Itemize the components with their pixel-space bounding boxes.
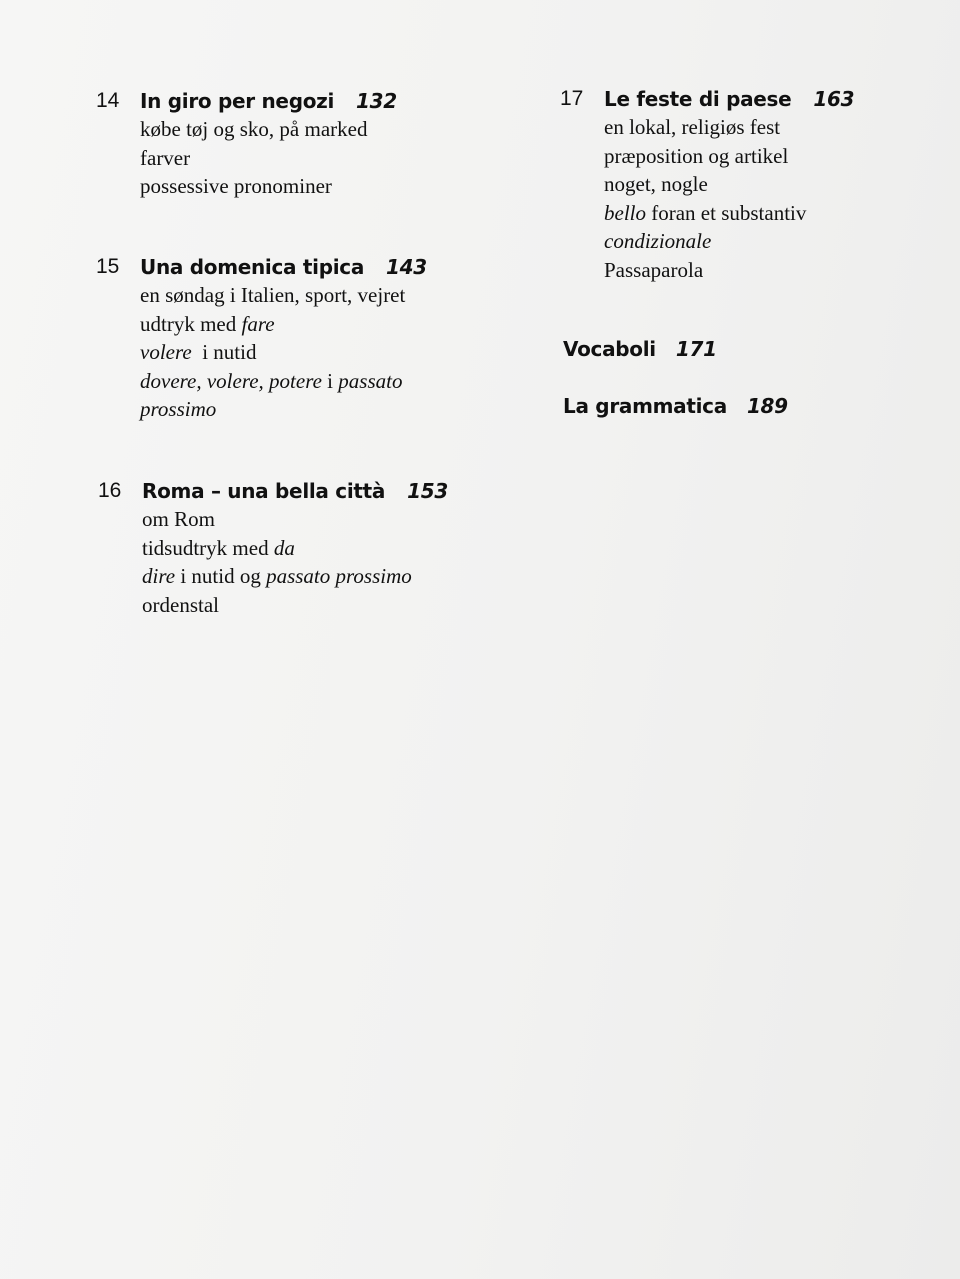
topic-text: udtryk med [140,311,242,336]
chapter-heading [604,85,960,113]
topic-line [604,199,960,228]
topic-line [142,591,502,620]
topic-line [604,256,960,285]
topic-text: om Rom [142,507,215,531]
topic-text: tidsudtryk med [142,535,274,560]
topic-text: en søndag i Italien, sport, vejret [140,283,406,307]
topic-text: i [321,368,339,393]
topic-text: i nutid [191,340,257,364]
chapter-topics [140,281,500,424]
topic-text: possessive pronominer [140,174,332,198]
topic-line [140,281,500,310]
topic-text: Passaparola [604,257,704,282]
chapter-number: 14 [96,89,120,112]
topic-text-italic: dovere, volere, potere [140,368,322,393]
topic-line [140,115,500,144]
topic-text-italic: fare [241,311,275,336]
topic-text: ordenstal [142,592,219,617]
topic-line [142,505,502,534]
topic-line [604,142,960,171]
section-page-number: 171 [675,337,717,361]
chapter-heading [140,87,500,115]
section-title: La grammatica [563,394,727,418]
chapter-topics [140,115,500,201]
chapter-number: 17 [560,87,584,110]
topic-line [142,562,502,591]
topic-line [142,534,502,563]
chapter-topics [142,505,502,619]
topic-text: købe tøj og sko, på marked [140,117,368,141]
toc-section-grammatica [563,392,788,420]
topic-text: foran et substantiv [646,200,807,225]
topic-line [140,144,500,173]
chapter-page-number: 163 [813,87,855,111]
chapter-heading [140,253,500,281]
topic-text-italic: passato prossimo [266,564,412,588]
topic-text: i nutid og [175,564,267,588]
topic-text: farver [140,145,191,170]
section-page-number: 189 [746,394,788,418]
topic-text-italic: bello [604,200,646,225]
topic-text-italic: dire [142,564,176,588]
chapter-number: 16 [98,479,122,502]
topic-text-italic: condizionale [604,229,712,253]
topic-text: præposition og artikel [604,143,789,168]
chapter-page-number: 153 [407,479,448,503]
topic-line [140,310,500,339]
topic-text-italic: prossimo [140,397,217,421]
topic-text-italic: da [273,535,295,560]
chapter-number: 15 [96,255,120,278]
toc-section-vocaboli [563,335,717,363]
chapter-page-number: 143 [386,255,427,279]
topic-text-italic: volere [140,340,192,364]
topic-line [604,113,960,142]
topic-line [140,395,500,424]
chapter-page-number: 132 [356,89,397,113]
topic-line [140,367,500,396]
chapter-topics [604,113,960,284]
section-title: Vocaboli [563,337,656,361]
chapter-heading [142,477,502,505]
chapter-title: In giro per negozi [140,89,335,113]
topic-text-italic: passato [338,368,403,393]
chapter-title: Le feste di paese [604,87,792,111]
topic-text: noget, nogle [604,172,708,196]
topic-line [604,170,960,199]
topic-line [140,172,500,201]
topic-line [604,227,960,256]
chapter-title: Roma – una bella città [142,479,386,503]
topic-text: en lokal, religiøs fest [604,115,781,139]
chapter-title: Una domenica tipica [140,255,365,279]
topic-line [140,338,500,367]
